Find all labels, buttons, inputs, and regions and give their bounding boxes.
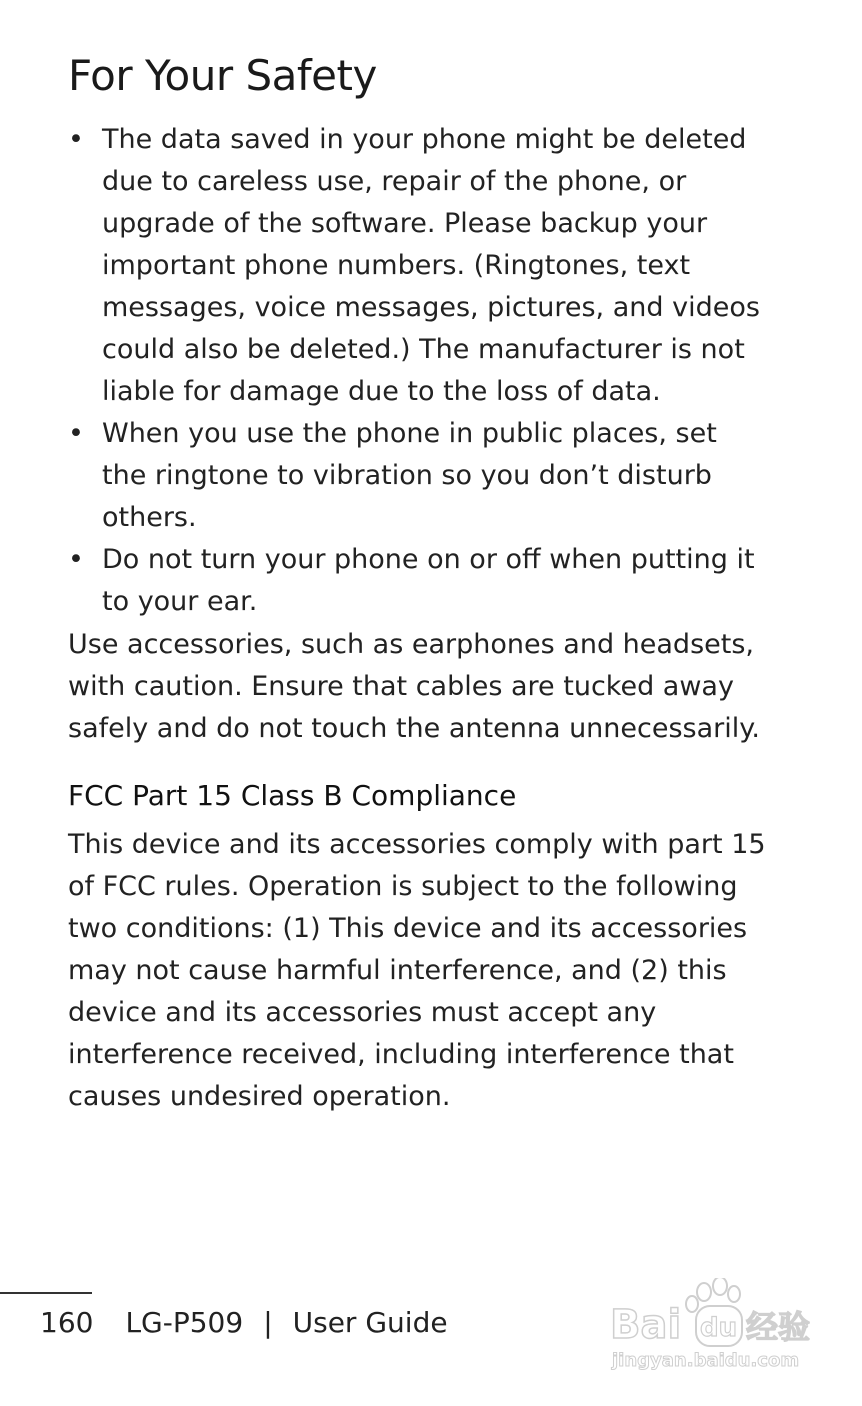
fcc-paragraph: This device and its accessories comply with part 15 of FCC rules. Operation is subject to the following two conditions: (1) This device and its accessories may not cause harmful interference, and (2) this device and its accessories must accept any interference received, including interference that causes undesired operation. [68,829,766,1112]
bullet-text: Do not turn your phone on or off when putting it to your ear. [102,544,755,617]
guide-label: User Guide [292,1306,448,1339]
bullet-item-data-loss [68,119,768,413]
svg-text:经验: 经验 [746,1308,811,1346]
page-footer [40,1302,448,1344]
svg-text:jingyan.baidu.com: jingyan.baidu.com [612,1350,800,1371]
bullet-dot-icon: • [68,544,84,575]
page-number: 160 [40,1306,94,1339]
bullet-item-public-places [68,413,768,539]
bullet-text: When you use the phone in public places, set the ringtone to vibration so you don’t disturb others. [102,418,717,533]
model-name: LG-P509 [125,1306,244,1339]
bullet-text: The data saved in your phone might be deleted due to careless use, repair of the phone, or upgrade of the software. Please backup your important phone numbers. (Ringtones, text messages, voice messages, pictures, and videos could also be deleted.) The manufacturer is not liable for damage due to the loss of data. [102,124,760,407]
bullet-item-power-at-ear [68,539,768,623]
bullet-dot-icon: • [68,124,84,155]
svg-text:du: du [700,1313,738,1343]
svg-text:Bai: Bai [610,1302,682,1348]
footer-rule [0,1292,92,1294]
page-title: For Your Safety [68,51,377,100]
safety-bullet-list [68,119,768,623]
fcc-heading: FCC Part 15 Class B Compliance [68,779,517,812]
footer-separator: | [263,1306,273,1339]
accessories-paragraph: Use accessories, such as earphones and headsets, with caution. Ensure that cables are tucked away safely and do not touch the antenna unnecessarily. [68,629,760,744]
bullet-dot-icon: • [68,418,84,449]
baidu-watermark-logo [608,1278,813,1373]
